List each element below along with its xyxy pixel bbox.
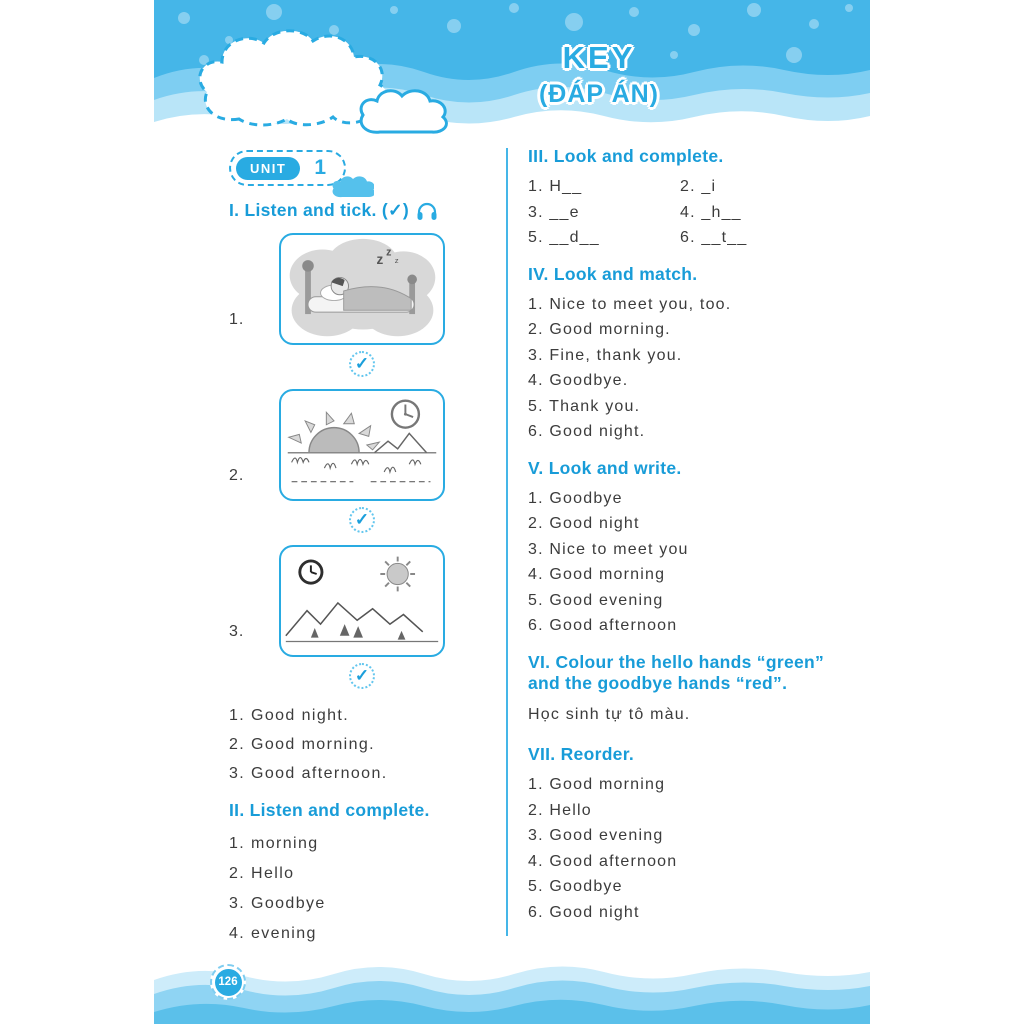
exercise-1-item-1 xyxy=(229,233,515,345)
headphones-icon xyxy=(416,201,438,221)
cloud-decoration xyxy=(194,24,474,144)
section-7-answers xyxy=(528,772,838,925)
exercise-1-item-3 xyxy=(229,545,515,657)
section-4 xyxy=(528,264,838,445)
answer-item: 1. Good morning xyxy=(528,776,666,794)
section-7-heading: VII. Reorder. xyxy=(528,744,635,765)
small-cloud-icon xyxy=(328,174,374,200)
column-divider xyxy=(506,148,508,936)
check-icon: ✓ xyxy=(349,663,375,689)
answer-item: 4. Good afternoon xyxy=(528,852,678,870)
section-2 xyxy=(229,800,515,949)
page-number-badge xyxy=(210,964,246,1000)
footer-wave-decoration xyxy=(154,960,870,1024)
answer-item: 2. Good night xyxy=(528,515,640,532)
svg-text:z: z xyxy=(394,255,399,265)
answer-item: 1. Good night. xyxy=(229,707,350,724)
answer-item: 6. Good night. xyxy=(528,423,646,440)
section-1-heading: I. Listen and tick. (✓) xyxy=(229,200,410,220)
section-3-answers xyxy=(528,174,838,251)
illustration-landscape xyxy=(279,545,445,657)
section-3-heading: III. Look and complete. xyxy=(528,146,724,166)
answer-item: 1. Goodbye xyxy=(528,489,623,507)
section-6 xyxy=(528,652,838,729)
section-5-answers xyxy=(528,486,838,639)
section-2-heading: II. Listen and complete. xyxy=(229,800,430,820)
section-5 xyxy=(528,458,838,639)
answer-item: 6. __t__ xyxy=(680,229,748,246)
answer-item: 3. Goodbye xyxy=(229,895,326,912)
check-icon: ✓ xyxy=(349,351,375,377)
answer-item: 3. Nice to meet you xyxy=(528,540,689,558)
answer-item: 4. Good morning xyxy=(528,566,666,583)
right-column xyxy=(528,146,838,938)
answer-item: 3. Fine, thank you. xyxy=(528,346,683,364)
answer-item: 2. Good morning. xyxy=(528,321,671,338)
tick-answer-1 xyxy=(279,351,445,377)
unit-number: 1 xyxy=(314,156,327,179)
svg-text:z: z xyxy=(376,251,384,267)
section-4-answers xyxy=(528,292,838,445)
svg-text:z: z xyxy=(386,246,392,259)
check-icon: ✓ xyxy=(349,507,375,533)
answer-item: 3. Good afternoon. xyxy=(229,765,388,782)
answer-item: 3. Good evening xyxy=(528,827,664,845)
section-7 xyxy=(528,744,838,925)
section-6-heading: VI. Colour the hello hands “green” and the goodbye hands “red”. xyxy=(528,651,825,694)
answer-item: 1. H__ xyxy=(528,178,583,195)
section-6-note: Học sinh tự tô màu. xyxy=(528,706,691,724)
item-number: 1. xyxy=(229,311,245,328)
exercise-1-item-2 xyxy=(229,389,515,501)
tick-answer-3 xyxy=(279,663,445,689)
section-3 xyxy=(528,146,838,251)
answer-item: 2. _i xyxy=(680,178,717,195)
page-title-line1: KEY xyxy=(562,40,636,75)
section-1-answers xyxy=(229,701,515,788)
answer-item: 1. morning xyxy=(229,835,319,852)
unit-badge xyxy=(229,150,346,186)
answer-item: 5. __d__ xyxy=(528,229,600,246)
page-title xyxy=(492,40,706,109)
answer-item: 5. Thank you. xyxy=(528,397,641,415)
item-number: 2. xyxy=(229,467,245,484)
unit-label: UNIT xyxy=(236,157,300,180)
answer-item: 4. evening xyxy=(229,925,317,942)
tick-answer-2 xyxy=(279,507,445,533)
answer-key-page xyxy=(154,0,870,1024)
answer-item: 4. _h__ xyxy=(680,203,742,221)
illustration-sunrise xyxy=(279,389,445,501)
answer-item: 2. Hello xyxy=(229,865,295,882)
answer-item: 1. Nice to meet you, too. xyxy=(528,295,732,313)
answer-item: 3. __e xyxy=(528,203,580,221)
answer-item: 6. Good night xyxy=(528,903,640,921)
page-number: 126 xyxy=(215,969,242,996)
page-title-line2: (ĐÁP ÁN) xyxy=(538,80,660,108)
answer-item: 5. Goodbye xyxy=(528,878,623,896)
item-number: 3. xyxy=(229,623,245,640)
section-2-answers xyxy=(229,829,515,949)
answer-item: 5. Good evening xyxy=(528,591,664,609)
section-5-heading: V. Look and write. xyxy=(528,457,682,478)
illustration-sleeping xyxy=(279,233,445,345)
section-4-heading: IV. Look and match. xyxy=(528,263,698,284)
answer-item: 2. Good morning. xyxy=(229,736,376,753)
left-column xyxy=(229,200,515,949)
answer-item: 6. Good afternoon xyxy=(528,617,678,634)
answer-item: 4. Goodbye. xyxy=(528,372,629,389)
answer-item: 2. Hello xyxy=(528,801,592,819)
